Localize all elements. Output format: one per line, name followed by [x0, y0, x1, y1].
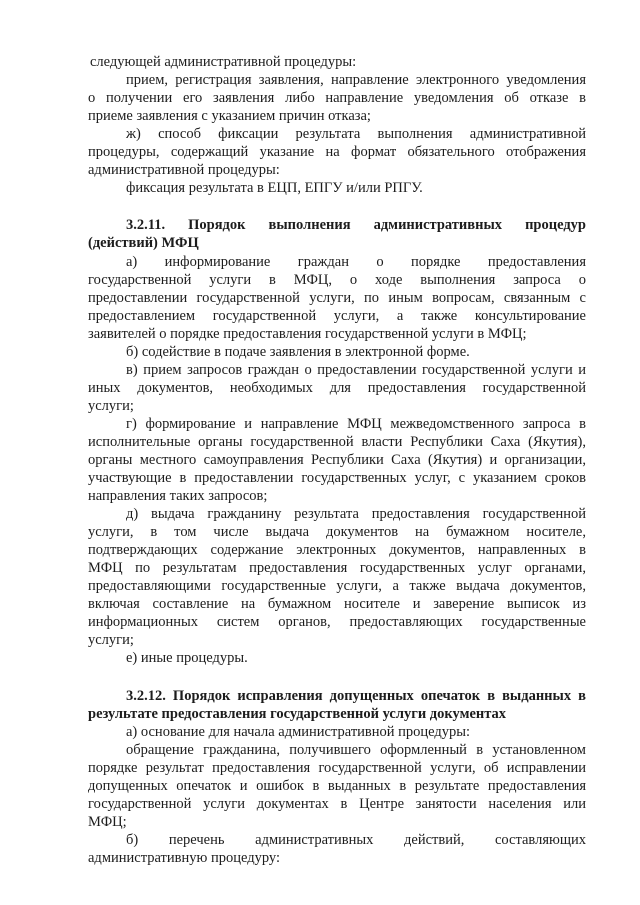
text-line: услуги;: [88, 632, 134, 648]
text-line: в) прием запросов граждан о предоставлении государственной услуги и: [126, 362, 586, 378]
text-line: государственной услуги в МФЦ, о ходе выполнения запроса о: [88, 272, 586, 288]
text-line: государственной услуги документах в Центре занятости населения или: [88, 796, 586, 812]
text-line: услуги, в том числе выдача документов на бумажном носителе,: [88, 524, 586, 540]
text-line: направления таких запросов;: [88, 488, 268, 504]
text-line: следующей административной процедуры:: [90, 54, 357, 70]
section-heading: 3.2.12. Порядок исправления допущенных опечаток в выданных в: [126, 688, 586, 704]
text-line: исполнительные органы государственной власти Республики Саха (Якутия),: [88, 434, 586, 450]
text-line: ж) способ фиксации результата выполнения административной: [126, 126, 586, 142]
section-heading: (действий) МФЦ: [88, 235, 199, 251]
text-line: органы местного самоуправления Республики Саха (Якутия) и организации,: [88, 452, 586, 468]
text-line: порядке результат предоставления государственной услуги, об исправлении: [88, 760, 586, 776]
text-line: г) формирование и направление МФЦ межведомственного запроса в: [126, 416, 586, 432]
text-line: е) иные процедуры.: [126, 650, 248, 666]
text-line: участвующие в предоставлении государственных услуг, с указанием сроков: [88, 470, 586, 486]
text-line: приеме заявления с указанием причин отказа;: [88, 108, 371, 124]
text-line: включая составление на бумажном носителе и заверение выписок из: [88, 596, 586, 612]
text-line: процедуры, содержащий указание на формат обязательного отображения: [88, 144, 586, 160]
text-line: административную процедуру:: [88, 850, 280, 866]
section-heading: результате предоставления государственной услуги документах: [88, 706, 507, 722]
text-line: д) выдача гражданину результата предоставления государственной: [126, 506, 586, 522]
text-line: МФЦ по результатам предоставления государственных услуг органами,: [88, 560, 586, 576]
text-line: заявителей о порядке предоставления государственной услуги в МФЦ;: [88, 326, 527, 342]
text-line: прием, регистрация заявления, направление электронного уведомления: [126, 72, 586, 88]
text-line: предоставлении государственной услуги, по иным вопросам, связанным с: [88, 290, 586, 306]
text-line: б) перечень административных действий, составляющих: [126, 832, 586, 848]
text-line: а) основание для начала административной процедуры:: [126, 724, 471, 740]
text-line: информационных систем органов, предоставляющих государственные: [88, 614, 586, 630]
section-heading: 3.2.11. Порядок выполнения административных процедур: [126, 217, 586, 233]
text-line: услуги;: [88, 398, 134, 414]
text-line: а) информирование граждан о порядке предоставления: [126, 254, 586, 270]
text-line: предоставлением государственной услуги, а также консультирование: [88, 308, 586, 324]
text-line: иных документов, необходимых для предоставления государственной: [88, 380, 586, 396]
text-line: о получении его заявления либо направление уведомления об отказе в: [88, 90, 586, 106]
text-line: допущенных опечаток и ошибок в выданных в результате предоставления: [88, 778, 586, 794]
text-line: подтверждающих содержание электронных документов, направленных в: [88, 542, 586, 558]
text-line: предоставляющими государственные услуги, а также выдача документов,: [88, 578, 586, 594]
text-line: фиксация результата в ЕЦП, ЕПГУ и/или РПГУ.: [126, 180, 423, 196]
text-line: МФЦ;: [88, 814, 127, 830]
text-line: административной процедуры:: [88, 162, 280, 178]
text-line: обращение гражданина, получившего оформленный в установленном: [126, 742, 586, 758]
text-line: б) содействие в подаче заявления в электронной форме.: [126, 344, 470, 360]
